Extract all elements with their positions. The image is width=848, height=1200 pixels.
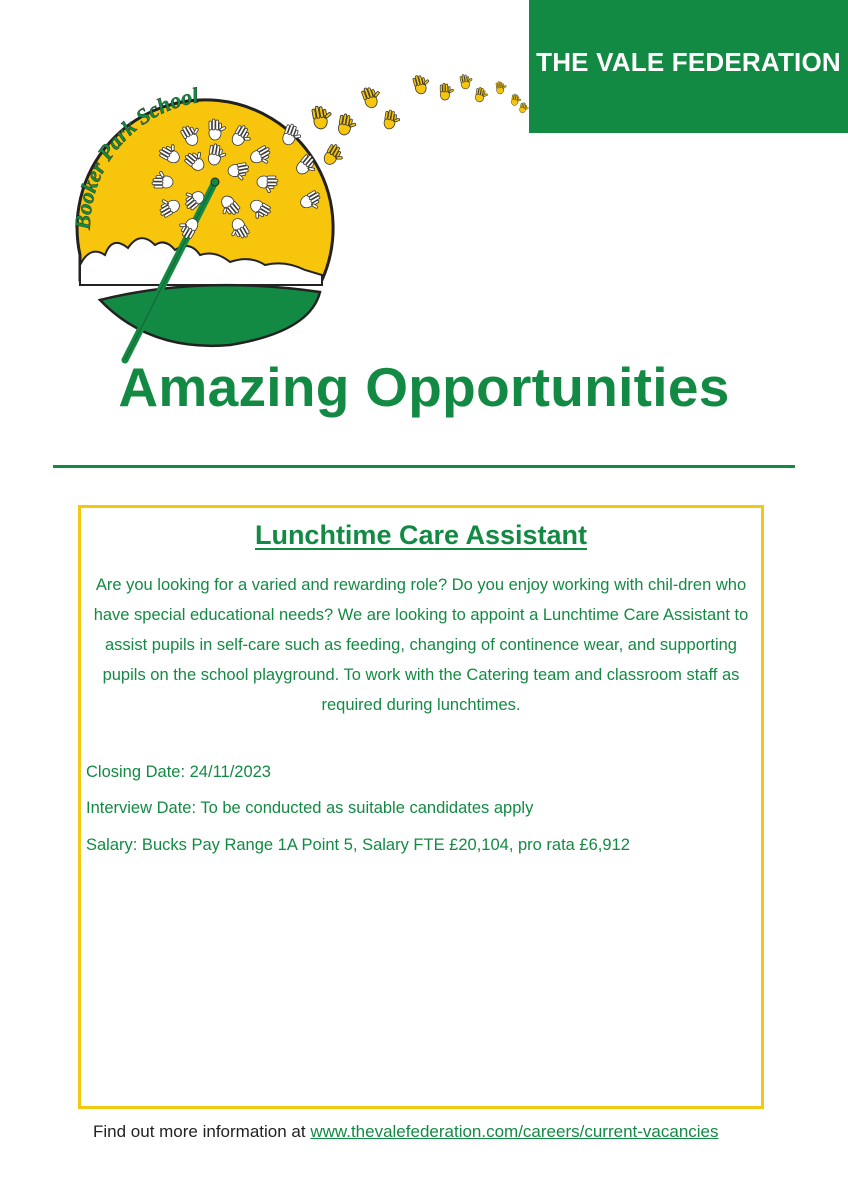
footer-text: Find out more information at bbox=[93, 1122, 311, 1141]
school-logo bbox=[60, 70, 540, 370]
federation-name: THE VALE FEDERATION bbox=[536, 47, 841, 77]
vacancy-description: Are you looking for a varied and rewarding role? Do you enjoy working with chil-dren who have special educational needs? We are looking to appoint a Lunchtime Care Assistant to assist pupils in self-care such as feeding, changing of continence wear, and supporting pupils on the school playground. To work with the Catering team and classroom staff as required during lunchtimes. bbox=[93, 576, 749, 714]
closing-date: Closing Date: 24/11/2023 bbox=[86, 763, 271, 781]
vacancy-box bbox=[78, 505, 764, 1109]
vacancies-link[interactable]: www.thevalefederation.com/careers/current-vacancies bbox=[310, 1122, 719, 1141]
vacancy-title: Lunchtime Care Assistant bbox=[254, 520, 588, 550]
interview-date: Interview Date: To be conducted as suitable candidates apply bbox=[86, 799, 534, 817]
divider bbox=[53, 465, 795, 468]
footer bbox=[93, 1122, 719, 1142]
page-headline: Amazing Opportunities bbox=[118, 356, 730, 418]
school-name-text: Booker Park School bbox=[69, 82, 201, 231]
salary: Salary: Bucks Pay Range 1A Point 5, Salary FTE £20,104, pro rata £6,912 bbox=[86, 836, 630, 854]
federation-banner bbox=[529, 0, 848, 133]
